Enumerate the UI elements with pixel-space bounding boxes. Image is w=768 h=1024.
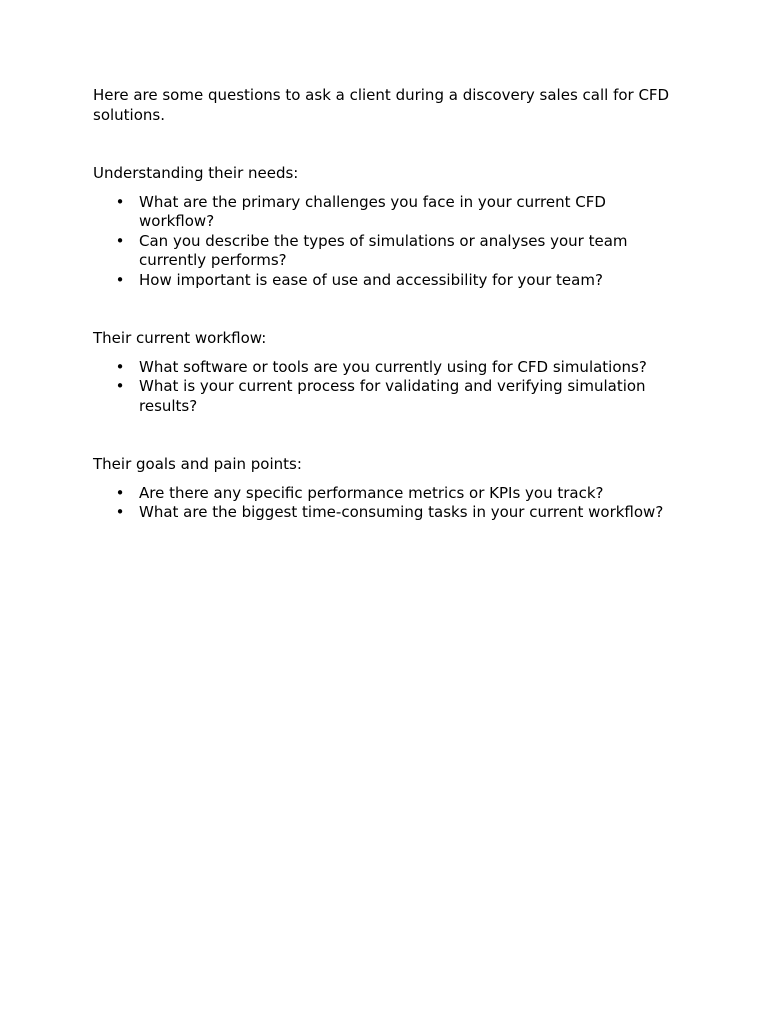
bullet-icon: •	[115, 357, 125, 376]
question-item	[93, 193, 683, 232]
section-needs	[93, 164, 683, 290]
question-item	[93, 271, 683, 291]
question-list	[93, 358, 683, 417]
bullet-icon: •	[115, 231, 125, 250]
section-workflow	[93, 329, 683, 416]
section-heading: Their goals and pain points:	[93, 455, 302, 473]
question-text: Can you describe the types of simulations or analyses your team currently performs?	[139, 231, 628, 269]
question-list	[93, 484, 683, 523]
question-item	[93, 484, 683, 504]
section-goals	[93, 455, 683, 523]
question-text: What is your current process for validating and verifying simulation results?	[139, 377, 646, 415]
question-item	[93, 503, 683, 523]
question-text: What software or tools are you currently using for CFD simulations?	[139, 357, 647, 376]
question-text: Are there any specific performance metrics or KPIs you track?	[139, 483, 604, 502]
question-text: What are the biggest time-consuming tasks in your current workflow?	[139, 503, 664, 521]
section-heading: Their current workflow:	[93, 329, 267, 347]
question-text: What are the primary challenges you face in your current CFD workflow?	[139, 192, 606, 230]
intro-paragraph: Here are some questions to ask a client during a discovery sales call for CFD solutions.	[93, 86, 670, 124]
section-heading: Understanding their needs:	[93, 164, 299, 182]
bullet-icon: •	[115, 503, 125, 521]
bullet-icon: •	[115, 377, 125, 395]
bullet-icon: •	[115, 192, 125, 211]
question-list	[93, 193, 683, 291]
question-item	[93, 358, 683, 378]
question-item	[93, 232, 683, 271]
bullet-icon: •	[115, 270, 125, 289]
bullet-icon: •	[115, 483, 125, 502]
question-text: How important is ease of use and accessibility for your team?	[139, 270, 603, 289]
document-page	[93, 86, 683, 523]
question-item	[93, 377, 683, 416]
